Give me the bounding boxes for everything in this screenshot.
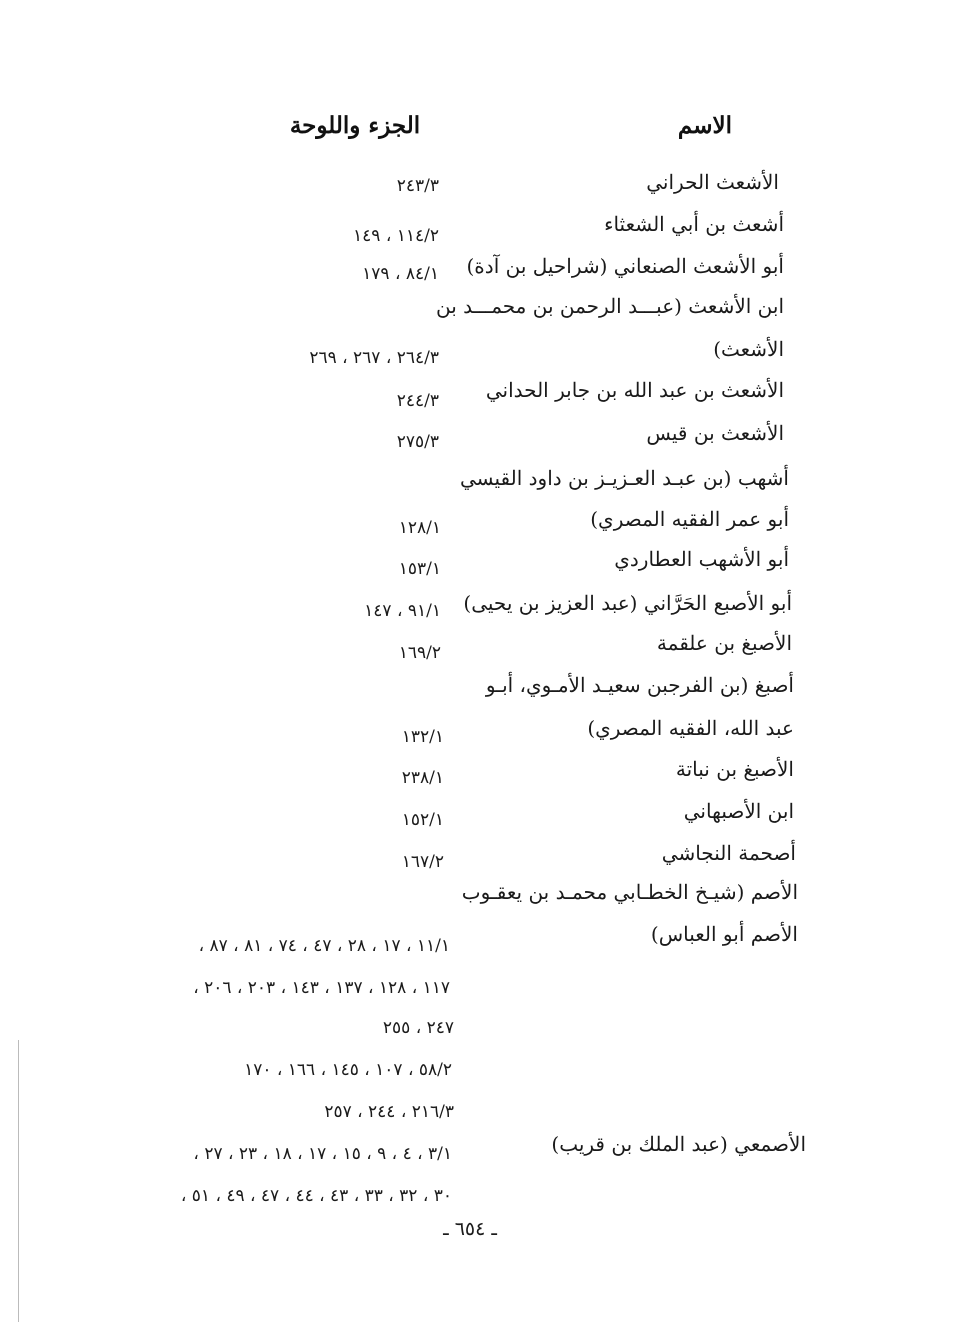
entry-name: الأشعث) xyxy=(713,337,784,361)
entry-name: الأصبغ بن نباتة xyxy=(675,757,794,781)
entry-ref: ٢٣٨/١ xyxy=(401,768,444,788)
entry-name: أبو الأشعث الصنعاني (شراحيل بن آدة) xyxy=(466,254,784,278)
entry-ref: ٣٠ ، ٣٢ ، ٣٣ ، ٤٣ ، ٤٤ ، ٤٧ ، ٤٩ ، ٥١ ، xyxy=(180,1186,452,1206)
entry-name: أصبغ (بن الفرجبن سعيـد الأمـوي، أبـو xyxy=(485,673,794,697)
entry-ref: ٥٨/٢ ، ١٠٧ ، ١٤٥ ، ١٦٦ ، ١٧٠ xyxy=(244,1060,452,1080)
entry-ref: ٨٤/١ ، ١٧٩ xyxy=(362,264,439,284)
entry-ref: ٢٤٤/٣ xyxy=(396,391,439,411)
entry-name: ابن الأصبهاني xyxy=(683,799,794,823)
entry-name: الأصم (شيـخ الخطـابي محمـد بن يعقـوب xyxy=(461,880,798,904)
entry-name: أصحمة النجاشي xyxy=(661,841,796,865)
entry-ref: ١٢٨/١ xyxy=(398,518,441,538)
entry-name: الأشعث بن قيس xyxy=(646,421,784,445)
entry-name: الأصمعي (عبد الملك بن قريب) xyxy=(551,1132,806,1156)
scan-edge-divider xyxy=(18,1040,19,1322)
entry-ref: ١١/١ ، ١٧ ، ٢٨ ، ٤٧ ، ٧٤ ، ٨١ ، ٨٧ ، xyxy=(198,936,450,956)
entry-name: الأصبغ بن علقمة xyxy=(656,631,792,655)
entry-ref: ٢٤٧ ، ٢٥٥ xyxy=(382,1018,454,1038)
page-number: ـ ٦٥٤ ـ xyxy=(443,1218,497,1240)
entry-name: أبو الأشهب العطاردي xyxy=(614,547,789,571)
entry-ref: ١٥٢/١ xyxy=(401,810,444,830)
entry-ref: ٢٧٥/٣ xyxy=(396,432,439,452)
entry-name: أبو الأصبع الحَرَّاني (عبد العزيز بن يحيى) xyxy=(463,591,792,615)
entry-name: الأشعث الحراني xyxy=(646,170,779,194)
entry-name: ابن الأشعث (عبـــد الرحمن بن محمـــد بن xyxy=(435,294,784,318)
entry-name: أشعث بن أبي الشعثاء xyxy=(604,212,784,236)
entry-ref: ٢٤٣/٣ xyxy=(396,176,439,196)
entry-name: الأصم أبو العباس) xyxy=(650,922,798,946)
entry-ref: ٣/١ ، ٤ ، ٩ ، ١٥ ، ١٧ ، ١٨ ، ٢٣ ، ٢٧ ، xyxy=(193,1144,452,1164)
entry-ref: ٢٦٤/٣ ، ٢٦٧ ، ٢٦٩ xyxy=(309,348,439,368)
entry-name: أشهب (بن عبـد العـزيـز بن داود القيسي xyxy=(459,466,789,490)
entry-ref: ١١٤/٢ ، ١٤٩ xyxy=(353,226,439,246)
column-header-volume-folio: الجزء واللوحة xyxy=(289,112,421,139)
entry-ref: ١١٧ ، ١٢٨ ، ١٣٧ ، ١٤٣ ، ٢٠٣ ، ٢٠٦ ، xyxy=(193,978,450,998)
entry-name: عبد الله، الفقيه المصري) xyxy=(587,716,794,740)
entry-ref: ١٥٣/١ xyxy=(398,559,441,579)
entry-name: الأشعث بن عبد الله بن جابر الحداني xyxy=(485,378,784,402)
entry-ref: ١٣٢/١ xyxy=(401,727,444,747)
column-header-name: الاسم xyxy=(677,112,732,139)
entry-ref: ١٦٩/٢ xyxy=(398,643,441,663)
entry-ref: ١٦٧/٢ xyxy=(401,852,444,872)
entry-name: أبو عمر الفقيه المصري) xyxy=(590,507,789,531)
entry-ref: ٢١٦/٣ ، ٢٤٤ ، ٢٥٧ xyxy=(324,1102,454,1122)
entry-ref: ٩١/١ ، ١٤٧ xyxy=(364,601,441,621)
